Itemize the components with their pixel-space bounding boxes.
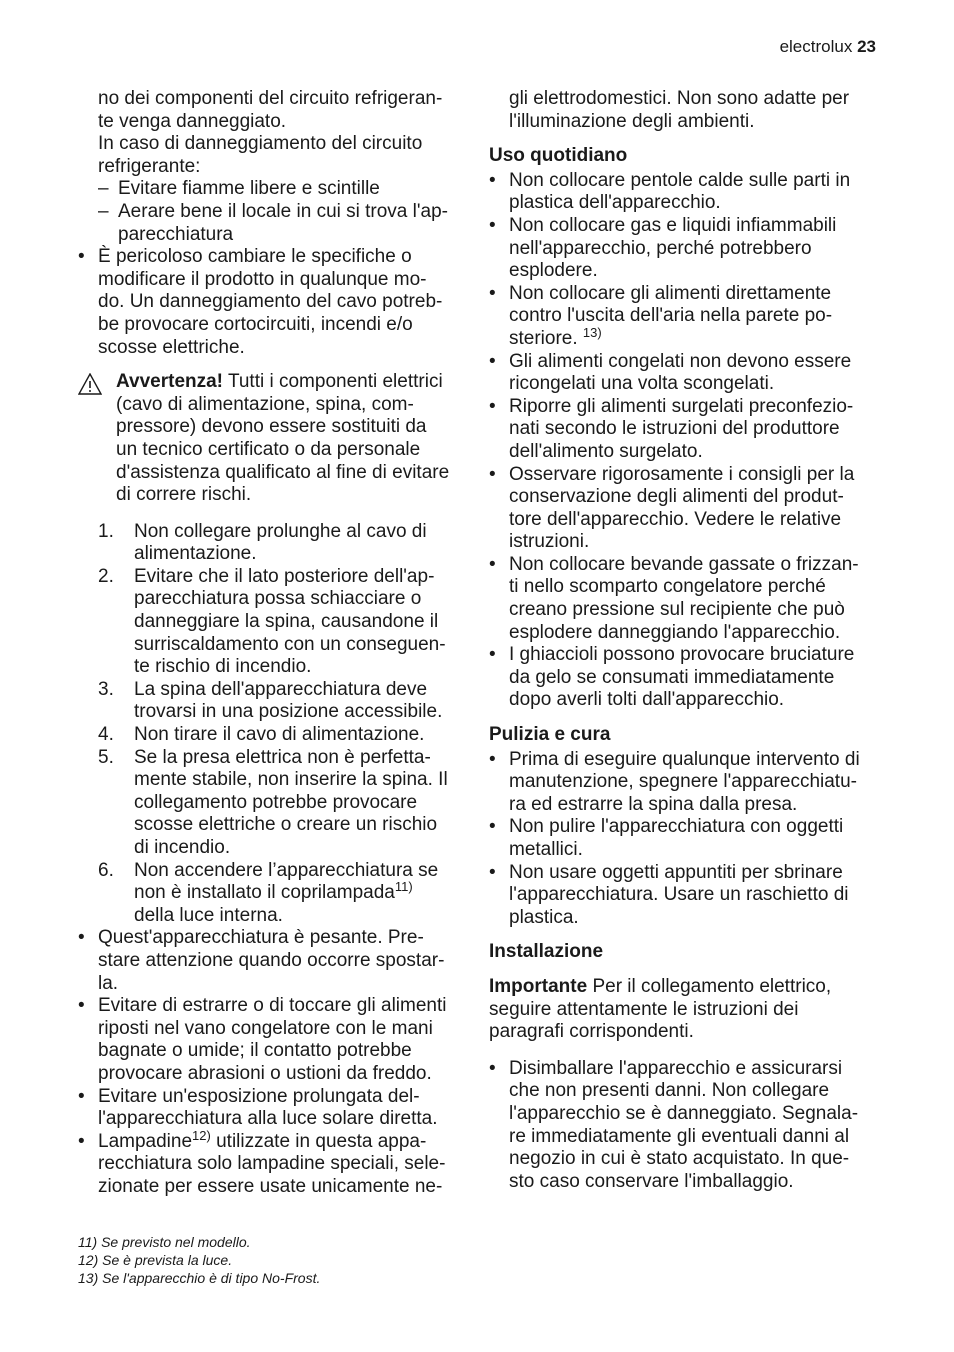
bullet-mark: • bbox=[78, 246, 85, 268]
item-number: 4. bbox=[98, 724, 114, 746]
bullet-list bbox=[489, 749, 884, 930]
numbered-item bbox=[78, 747, 468, 860]
text-line: Non collegare prolunghe al cavo di bbox=[134, 520, 427, 542]
text-line: nell'apparecchio, perché potrebbero bbox=[509, 237, 812, 259]
text-line: che non presenti danni. Non collegare bbox=[509, 1080, 830, 1102]
text-line: la. bbox=[98, 972, 119, 994]
text-line: collegamento potrebbe provocare bbox=[134, 791, 418, 813]
numbered-item bbox=[78, 679, 468, 724]
brand-name: electrolux bbox=[779, 37, 853, 56]
numbered-item bbox=[78, 724, 468, 747]
bullet-mark: • bbox=[489, 1057, 496, 1079]
text-line: Gli alimenti congelati non devono essere bbox=[509, 350, 852, 372]
text-line: mente stabile, non inserire la spina. Il bbox=[134, 769, 448, 791]
text-line: l'apparecchiatura. Usare un raschietto di bbox=[509, 884, 849, 906]
text-line: Se la presa elettrica non è perfetta- bbox=[134, 746, 431, 768]
bullet-mark: • bbox=[489, 816, 496, 838]
text-line: Osservare rigorosamente i consigli per la bbox=[509, 463, 855, 485]
text-line: Non pulire l'apparecchiatura con oggetti bbox=[509, 816, 844, 838]
text-line: da gelo se consumati immediatamente bbox=[509, 666, 835, 688]
warning-text: Avvertenza! Tutti i componenti elettrici (cavo di alimentazione, spina, com- pressore) devono essere sostituiti da un tecnico certificato o da personale d'assistenza qualificato al fine di evitare di correre rischi. bbox=[116, 371, 450, 506]
continued-text bbox=[78, 88, 468, 178]
section-heading-uso: Uso quotidiano bbox=[489, 145, 628, 167]
bullet-mark: • bbox=[489, 395, 496, 417]
bullet-item: • Lampadine$^{12)}$ utilizzate in questa appa- recchiatura solo lampadine speciali, sele- zionate per essere usate unicamente ne- bbox=[78, 1127, 446, 1197]
text-line: seguire attentamente le istruzioni dei bbox=[489, 998, 799, 1020]
text-line: paragrafi corrispondenti. bbox=[489, 1021, 694, 1043]
bullet-item bbox=[489, 554, 884, 644]
text-line: Quest'apparecchiatura è pesante. Pre- bbox=[98, 927, 424, 949]
text-line: te rischio di incendio. bbox=[134, 656, 312, 678]
text-line: di incendio. bbox=[134, 837, 231, 858]
text-line: ricongelati una volta scongelati. bbox=[509, 373, 775, 395]
text-line: ra ed estrarre la spina dalla presa. bbox=[509, 793, 798, 815]
text-line: esplodere. bbox=[509, 260, 598, 282]
bullet-mark: • bbox=[489, 214, 496, 236]
text-line: I ghiaccioli possono provocare bruciature bbox=[509, 644, 855, 666]
bullet-mark: • bbox=[489, 350, 496, 372]
text-line: surriscaldamento con un conseguen- bbox=[134, 633, 446, 655]
bullet-mark: • bbox=[489, 169, 496, 191]
item-number: 3. bbox=[98, 678, 114, 700]
text-line: Non usare oggetti appuntiti per sbrinare bbox=[509, 861, 843, 883]
bullet-item bbox=[489, 215, 884, 283]
text-line: gli elettrodomestici. Non sono adatte per bbox=[509, 88, 850, 109]
text-line: recchiatura solo lampadine speciali, sele- bbox=[98, 1153, 446, 1175]
bullet-list bbox=[489, 170, 884, 283]
bullet-item bbox=[489, 396, 884, 464]
footnote-ref: 11) bbox=[394, 879, 413, 895]
text-line: 13) Se l'apparecchio è di tipo No-Frost. bbox=[78, 1270, 321, 1286]
dash-mark: – bbox=[98, 178, 109, 200]
text-line: Riporre gli alimenti surgelati preconfezio- bbox=[509, 395, 854, 417]
text-line: negozio in cui è stato acquistato. In que- bbox=[509, 1148, 850, 1170]
text-line: alimentazione. bbox=[134, 543, 257, 565]
text-line: refrigerante: bbox=[98, 155, 201, 177]
warning-block bbox=[78, 371, 468, 507]
important-note: Importante Per il collegamento elettrico, seguire attentamente le istruzioni dei paragrafi corrispondenti. bbox=[489, 976, 884, 1044]
numbered-item: 6. Non accendere l’apparecchiatura se non è installato il coprilampada$^{11)}$ della luce interna. bbox=[98, 859, 439, 926]
bullet-item bbox=[489, 862, 884, 930]
text-line: plastica dell'apparecchio. bbox=[509, 192, 721, 214]
text-line: d'assistenza qualificato al fine di evitare bbox=[116, 461, 450, 483]
important-label: Importante bbox=[489, 975, 588, 997]
text-line: scosse elettriche o creare un rischio bbox=[134, 814, 438, 836]
text-line: tore dell'apparecchio. Vedere le relative bbox=[509, 508, 842, 530]
text-line: metallici. bbox=[509, 839, 583, 860]
left-column bbox=[78, 88, 468, 1199]
bullet-item: • Non collocare gli alimenti direttamente contro l'uscita dell'aria nella parete po- steriore. $^{13)}$ bbox=[489, 282, 833, 349]
bullet-item bbox=[489, 464, 884, 554]
text-line: no dei componenti del circuito refrigeran- bbox=[98, 88, 443, 109]
text-line: l'apparecchiatura alla luce solare diretta. bbox=[98, 1108, 438, 1130]
text-line: 12) Se è prevista la luce. bbox=[78, 1252, 233, 1268]
warning-icon bbox=[78, 371, 116, 507]
bullet-list bbox=[489, 1058, 884, 1194]
text-line: parecchiatura possa schiacciare o bbox=[134, 588, 422, 610]
text-line: istruzioni. bbox=[509, 531, 590, 553]
text-line: plastica. bbox=[509, 906, 579, 928]
bullet-mark: • bbox=[489, 553, 496, 575]
numbered-item bbox=[78, 566, 468, 679]
item-number: 5. bbox=[98, 746, 114, 768]
text-line: creano pressione sul recipiente che può bbox=[509, 599, 845, 621]
dash-mark: – bbox=[98, 200, 109, 222]
text-line: riposti nel vano congelatore con le mani bbox=[98, 1017, 433, 1039]
bullet-item bbox=[78, 927, 468, 995]
bullet-mark: • bbox=[489, 861, 496, 883]
bullet-mark: • bbox=[78, 927, 85, 949]
bullet-item bbox=[489, 351, 884, 396]
footnotes bbox=[78, 1233, 320, 1287]
numbered-list bbox=[78, 521, 468, 860]
page-number: 23 bbox=[857, 37, 876, 56]
text-line: do. Un danneggiamento del cavo potreb- bbox=[98, 291, 443, 313]
item-number: 2. bbox=[98, 565, 114, 587]
bullet-item bbox=[489, 816, 884, 861]
footnote-ref: 13) bbox=[582, 324, 602, 340]
text-line: Non collocare bevande gassate o frizzan- bbox=[509, 553, 859, 575]
bullet-item bbox=[489, 170, 884, 215]
section-heading-installazione: Installazione bbox=[489, 941, 604, 963]
item-number: 1. bbox=[98, 520, 114, 542]
bullet-item bbox=[489, 1058, 884, 1194]
text-line: Evitare fiamme libere e scintille bbox=[118, 178, 380, 200]
right-column bbox=[489, 88, 884, 1193]
text-line: zionate per essere usate unicamente ne- bbox=[98, 1175, 443, 1197]
text-line: ti nello scomparto congelatore perché bbox=[509, 576, 826, 598]
text-line: di correre rischi. bbox=[116, 484, 252, 506]
bullet-mark: • bbox=[489, 463, 496, 485]
text-line: scosse elettriche. bbox=[98, 336, 245, 358]
bullet-item bbox=[489, 644, 884, 712]
text-line: parecchiatura bbox=[118, 223, 234, 245]
text-line: sto caso conservare l'imballaggio. bbox=[509, 1170, 794, 1192]
bullet-mark: • bbox=[78, 995, 85, 1017]
text-line: re immediatamente gli eventuali danni al bbox=[509, 1125, 850, 1147]
text-line: La spina dell'apparecchiatura deve bbox=[134, 678, 428, 700]
warning-label: Avvertenza! bbox=[116, 371, 224, 393]
text-line: Evitare un'esposizione prolungata del- bbox=[98, 1085, 420, 1107]
text-line: Non tirare il cavo di alimentazione. bbox=[134, 724, 425, 746]
text-line: te venga danneggiato. bbox=[98, 110, 287, 132]
text-line: (cavo di alimentazione, spina, com- bbox=[116, 393, 414, 415]
text-line: trovarsi in una posizione accessibile. bbox=[134, 701, 443, 723]
text-line: 11) Se previsto nel modello. bbox=[78, 1234, 251, 1250]
bullet-list bbox=[489, 351, 884, 713]
dash-item bbox=[78, 178, 468, 201]
text-line: Evitare che il lato posteriore dell'ap- bbox=[134, 565, 435, 587]
text-line: esplodere danneggiando l'apparecchio. bbox=[509, 621, 841, 643]
text-line: Non collocare gas e liquidi infiammabili bbox=[509, 214, 837, 236]
text-line: stare attenzione quando occorre spostar- bbox=[98, 949, 445, 971]
numbered-item bbox=[78, 521, 468, 566]
text-line: Aerare bene il locale in cui si trova l'ap- bbox=[118, 200, 448, 222]
bullet-mark: • bbox=[78, 1085, 85, 1107]
text-line: modificare il prodotto in qualunque mo- bbox=[98, 268, 427, 290]
bullet-item bbox=[78, 1086, 468, 1131]
text-line: bagnate o umide; il contatto potrebbe bbox=[98, 1040, 412, 1062]
text-line: l'illuminazione degli ambienti. bbox=[509, 110, 755, 132]
text-line: In caso di danneggiamento del circuito bbox=[98, 133, 423, 155]
bullet-mark: • bbox=[489, 644, 496, 666]
text-line: Non collocare pentole calde sulle parti in bbox=[509, 169, 851, 191]
dash-item bbox=[78, 201, 468, 246]
text-line: È pericoloso cambiare le specifiche o bbox=[98, 246, 412, 268]
bullet-mark: • bbox=[489, 748, 496, 770]
text-line: pressore) devono essere sostituiti da bbox=[116, 416, 427, 438]
text-line: Prima di eseguire qualunque intervento di bbox=[509, 748, 860, 770]
text-line: un tecnico certificato o da personale bbox=[116, 438, 421, 460]
footnote-ref: 12) bbox=[192, 1127, 211, 1143]
bullet-item bbox=[78, 246, 468, 359]
text-line: Disimballare l'apparecchio e assicurarsi bbox=[509, 1057, 843, 1079]
section-heading-pulizia: Pulizia e cura bbox=[489, 724, 611, 746]
text-line: Evitare di estrarre o di toccare gli alimenti bbox=[98, 995, 447, 1017]
page-header bbox=[780, 37, 876, 57]
text-line: conservazione degli alimenti del produt- bbox=[509, 486, 844, 508]
text-line: dell'alimento surgelato. bbox=[509, 440, 703, 462]
bullet-item bbox=[78, 995, 468, 1085]
text-line: provocare abrasioni o ustioni da freddo. bbox=[98, 1062, 432, 1084]
text-line: danneggiare la spina, causandone il bbox=[134, 611, 439, 633]
text-line: nati secondo le istruzioni del produttore bbox=[509, 418, 840, 440]
bullet-item bbox=[489, 749, 884, 817]
text-line: dopo averli tolti dall'apparecchio. bbox=[509, 689, 785, 711]
text-line: manutenzione, spegnere l'apparecchiatu- bbox=[509, 771, 857, 793]
text-line: be provocare cortocircuiti, incendi e/o bbox=[98, 313, 413, 335]
continued-text bbox=[489, 88, 884, 133]
text-line: l'apparecchio se è danneggiato. Segnala- bbox=[509, 1102, 859, 1124]
bullet-list bbox=[78, 927, 468, 1130]
